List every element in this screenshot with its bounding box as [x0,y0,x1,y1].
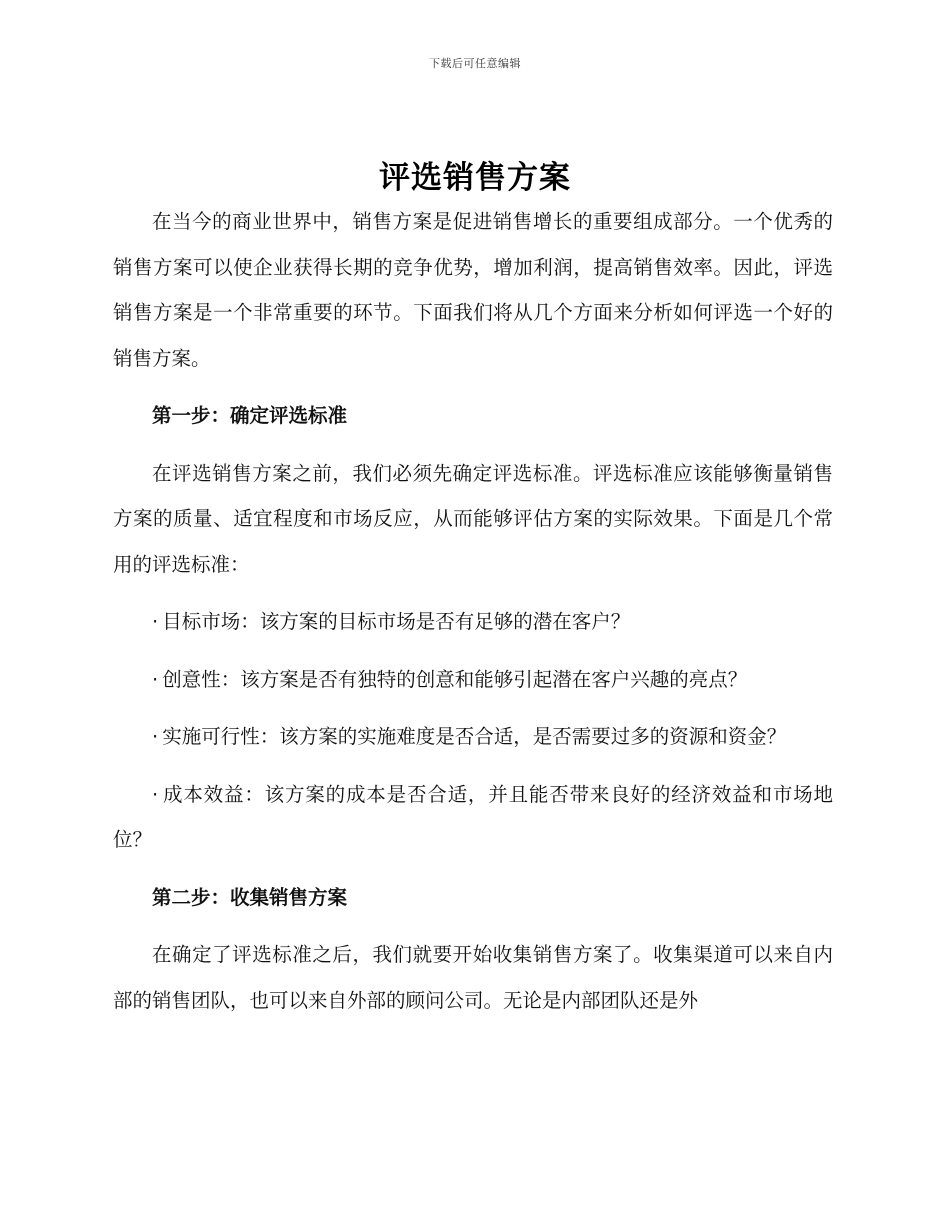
criteria-bullet-target-market [113,599,833,645]
bullet-dot-icon: · [152,610,159,633]
bullet-text: 创意性：该方案是否有独特的创意和能够引起潜在客户兴趣的亮点？ [162,667,748,691]
criteria-bullet-cost-benefit [113,772,833,863]
document-body [113,199,833,1035]
header-note: 下载后可任意编辑 [429,57,521,70]
intro-paragraph: 在当今的商业世界中，销售方案是促进销售增长的重要组成部分。一个优秀的销售方案可以使企业获得长期的竞争优势，增加利润，提高销售效率。因此，评选销售方案是一个非常重要的环节。下面我们将从几个方面来分析如何评选一个好的销售方案。 [113,210,833,370]
criteria-bullet-feasibility [113,714,833,760]
bullet-text: 成本效益：该方案的成本是否合适，并且能否带来良好的经济效益和市场地位？ [113,782,833,851]
document-title: 评选销售方案 [379,160,571,196]
bullet-dot-icon: · [152,667,159,691]
bullet-text: 目标市场：该方案的目标市场是否有足够的潜在客户？ [162,610,631,633]
step1-heading: 第一步：确定评选标准 [152,404,348,427]
step1-paragraph: 在评选销售方案之前，我们必须先确定评选标准。评选标准应该能够衡量销售方案的质量、适宜程度和市场反应，从而能够评估方案的实际效果。下面是几个常用的评选标准： [113,461,833,576]
bullet-dot-icon: · [152,782,159,806]
step2-heading: 第二步：收集销售方案 [152,885,348,909]
step2-paragraph: 在确定了评选标准之后，我们就要开始收集销售方案了。收集渠道可以来自内部的销售团队，也可以来自外部的顾问公司。无论是内部团队还是外 [113,943,833,1012]
bullet-text: 实施可行性：该方案的实施难度是否合适，是否需要过多的资源和资金？ [162,725,787,748]
bullet-dot-icon: · [152,725,159,748]
criteria-bullet-creativity [113,657,833,703]
